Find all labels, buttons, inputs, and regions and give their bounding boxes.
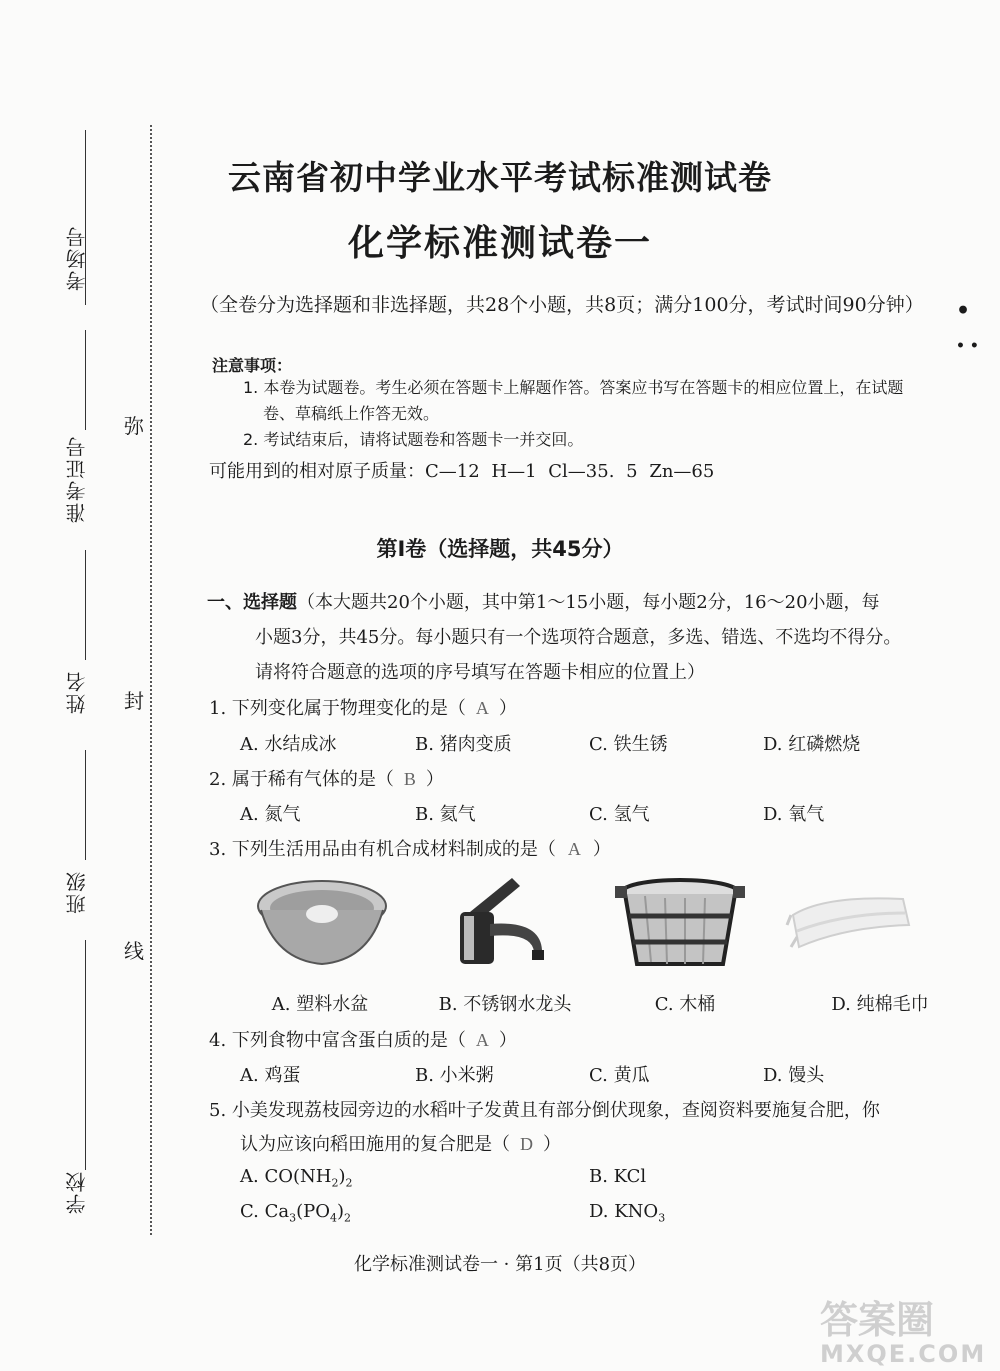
watermark-bottom: MXQE.COM xyxy=(820,1340,987,1368)
part-one-line: 请将符合题意的选项的序号填写在答题卡相应的位置上） xyxy=(255,662,705,683)
atomic-masses: 可能用到的相对原子质量：C—12 H—1 Cl—35. 5 Zn—65 xyxy=(209,461,715,482)
cotton-towel-icon xyxy=(785,885,915,965)
seal-dashed-line xyxy=(150,125,152,1235)
option: A. 塑料水盆 xyxy=(271,994,369,1015)
margin-mark: • xyxy=(956,298,971,324)
margin-line-4 xyxy=(85,750,86,860)
option: D. 氧气 xyxy=(763,804,825,825)
margin-label-exam-room: 考场号 xyxy=(65,225,89,291)
margin-label-name: 姓名 xyxy=(65,670,89,714)
question-3-stem: 3. 下列生活用品由有机合成材料制成的是（ A ） xyxy=(209,839,611,860)
answer-mark: A xyxy=(475,698,489,718)
question-1-stem: 1. 下列变化属于物理变化的是（ A ） xyxy=(209,698,517,719)
option: B. 氦气 xyxy=(415,804,476,825)
exam-paper-title: 化学标准测试卷一 xyxy=(347,222,652,264)
margin-label-class: 班级 xyxy=(65,870,89,914)
seal-char-1: 弥 xyxy=(124,414,144,438)
part-one-label: 一、选择题 xyxy=(207,592,297,613)
margin-label-school: 学校 xyxy=(65,1170,89,1214)
option: B. KCl xyxy=(589,1166,647,1187)
answer-mark: A xyxy=(567,839,581,859)
question-2-stem: 2. 属于稀有气体的是（ B ） xyxy=(209,769,444,790)
answer-mark: B xyxy=(403,769,416,789)
option: D. 馒头 xyxy=(763,1065,825,1086)
watermark-top: 答案圈 xyxy=(820,1298,935,1342)
section-title: 第Ⅰ卷（选择题，共45分） xyxy=(376,537,624,561)
exam-info: （全卷分为选择题和非选择题，共28个小题，共8页；满分100分，考试时间90分钟） xyxy=(200,294,924,316)
option: B. 猪肉变质 xyxy=(415,734,512,755)
question-5-stem-line2: 认为应该向稻田施用的复合肥是（ D ） xyxy=(240,1134,561,1155)
margin-line-2 xyxy=(85,330,86,430)
notes-heading: 注意事项： xyxy=(212,356,293,375)
wooden-bucket-icon xyxy=(615,876,745,971)
option: C. 木桶 xyxy=(654,994,716,1015)
option: D. 红磷燃烧 xyxy=(763,734,861,755)
part-one-line: 小题3分，共45分。每小题只有一个选项符合题意，多选、错选、不选均不得分。 xyxy=(255,627,902,648)
note-line: 卷、草稿纸上作答无效。 xyxy=(263,404,440,423)
option: C. 铁生锈 xyxy=(589,734,668,755)
note-line: 1. 本卷为试题卷。考生必须在答题卡上解题作答。答案应书写在答题卡的相应位置上，在试题 xyxy=(243,378,904,397)
option: A. 水结成冰 xyxy=(240,734,337,755)
option: A. 鸡蛋 xyxy=(240,1065,301,1086)
option: D. $KNO_3$ xyxy=(589,1201,666,1225)
option: B. 不锈钢水龙头 xyxy=(438,994,572,1015)
steel-faucet-icon xyxy=(450,872,560,972)
margin-label-ticket-number: 准考证号 xyxy=(65,435,89,523)
seal-char-2: 封 xyxy=(124,689,144,713)
option: D. 纯棉毛巾 xyxy=(831,994,929,1015)
option: C. $Ca_3(PO_4)_2$ xyxy=(240,1201,351,1225)
part-one-intro xyxy=(207,585,952,690)
option: B. 小米粥 xyxy=(415,1065,494,1086)
option: A. $CO(NH_2)_2$ xyxy=(240,1166,353,1190)
question-4-stem: 4. 下列食物中富含蛋白质的是（ A ） xyxy=(209,1030,517,1051)
option: C. 氢气 xyxy=(589,804,650,825)
part-one-line: （本大题共20个小题，其中第1～15小题，每小题2分，16～20小题，每 xyxy=(297,592,880,613)
plastic-basin-icon xyxy=(255,878,390,968)
option: C. 黄瓜 xyxy=(589,1065,650,1086)
exam-series-title: 云南省初中学业水平考试标准测试卷 xyxy=(228,158,772,197)
margin-line-5 xyxy=(85,940,86,1170)
answer-mark: D xyxy=(520,1134,533,1154)
seal-char-3: 线 xyxy=(124,939,144,963)
margin-mark: • • xyxy=(956,338,979,354)
option: A. 氮气 xyxy=(240,804,301,825)
page-footer: 化学标准测试卷一 · 第1页（共8页） xyxy=(353,1254,647,1275)
margin-line-3 xyxy=(85,550,86,660)
note-line: 2. 考试结束后，请将试题卷和答题卡一并交回。 xyxy=(243,430,584,449)
answer-mark: A xyxy=(475,1030,489,1050)
question-5-stem: 5. 小美发现荔枝园旁边的水稻叶子发黄且有部分倒伏现象，查阅资料要施复合肥，你 xyxy=(209,1100,880,1121)
site-watermark xyxy=(820,1300,986,1368)
